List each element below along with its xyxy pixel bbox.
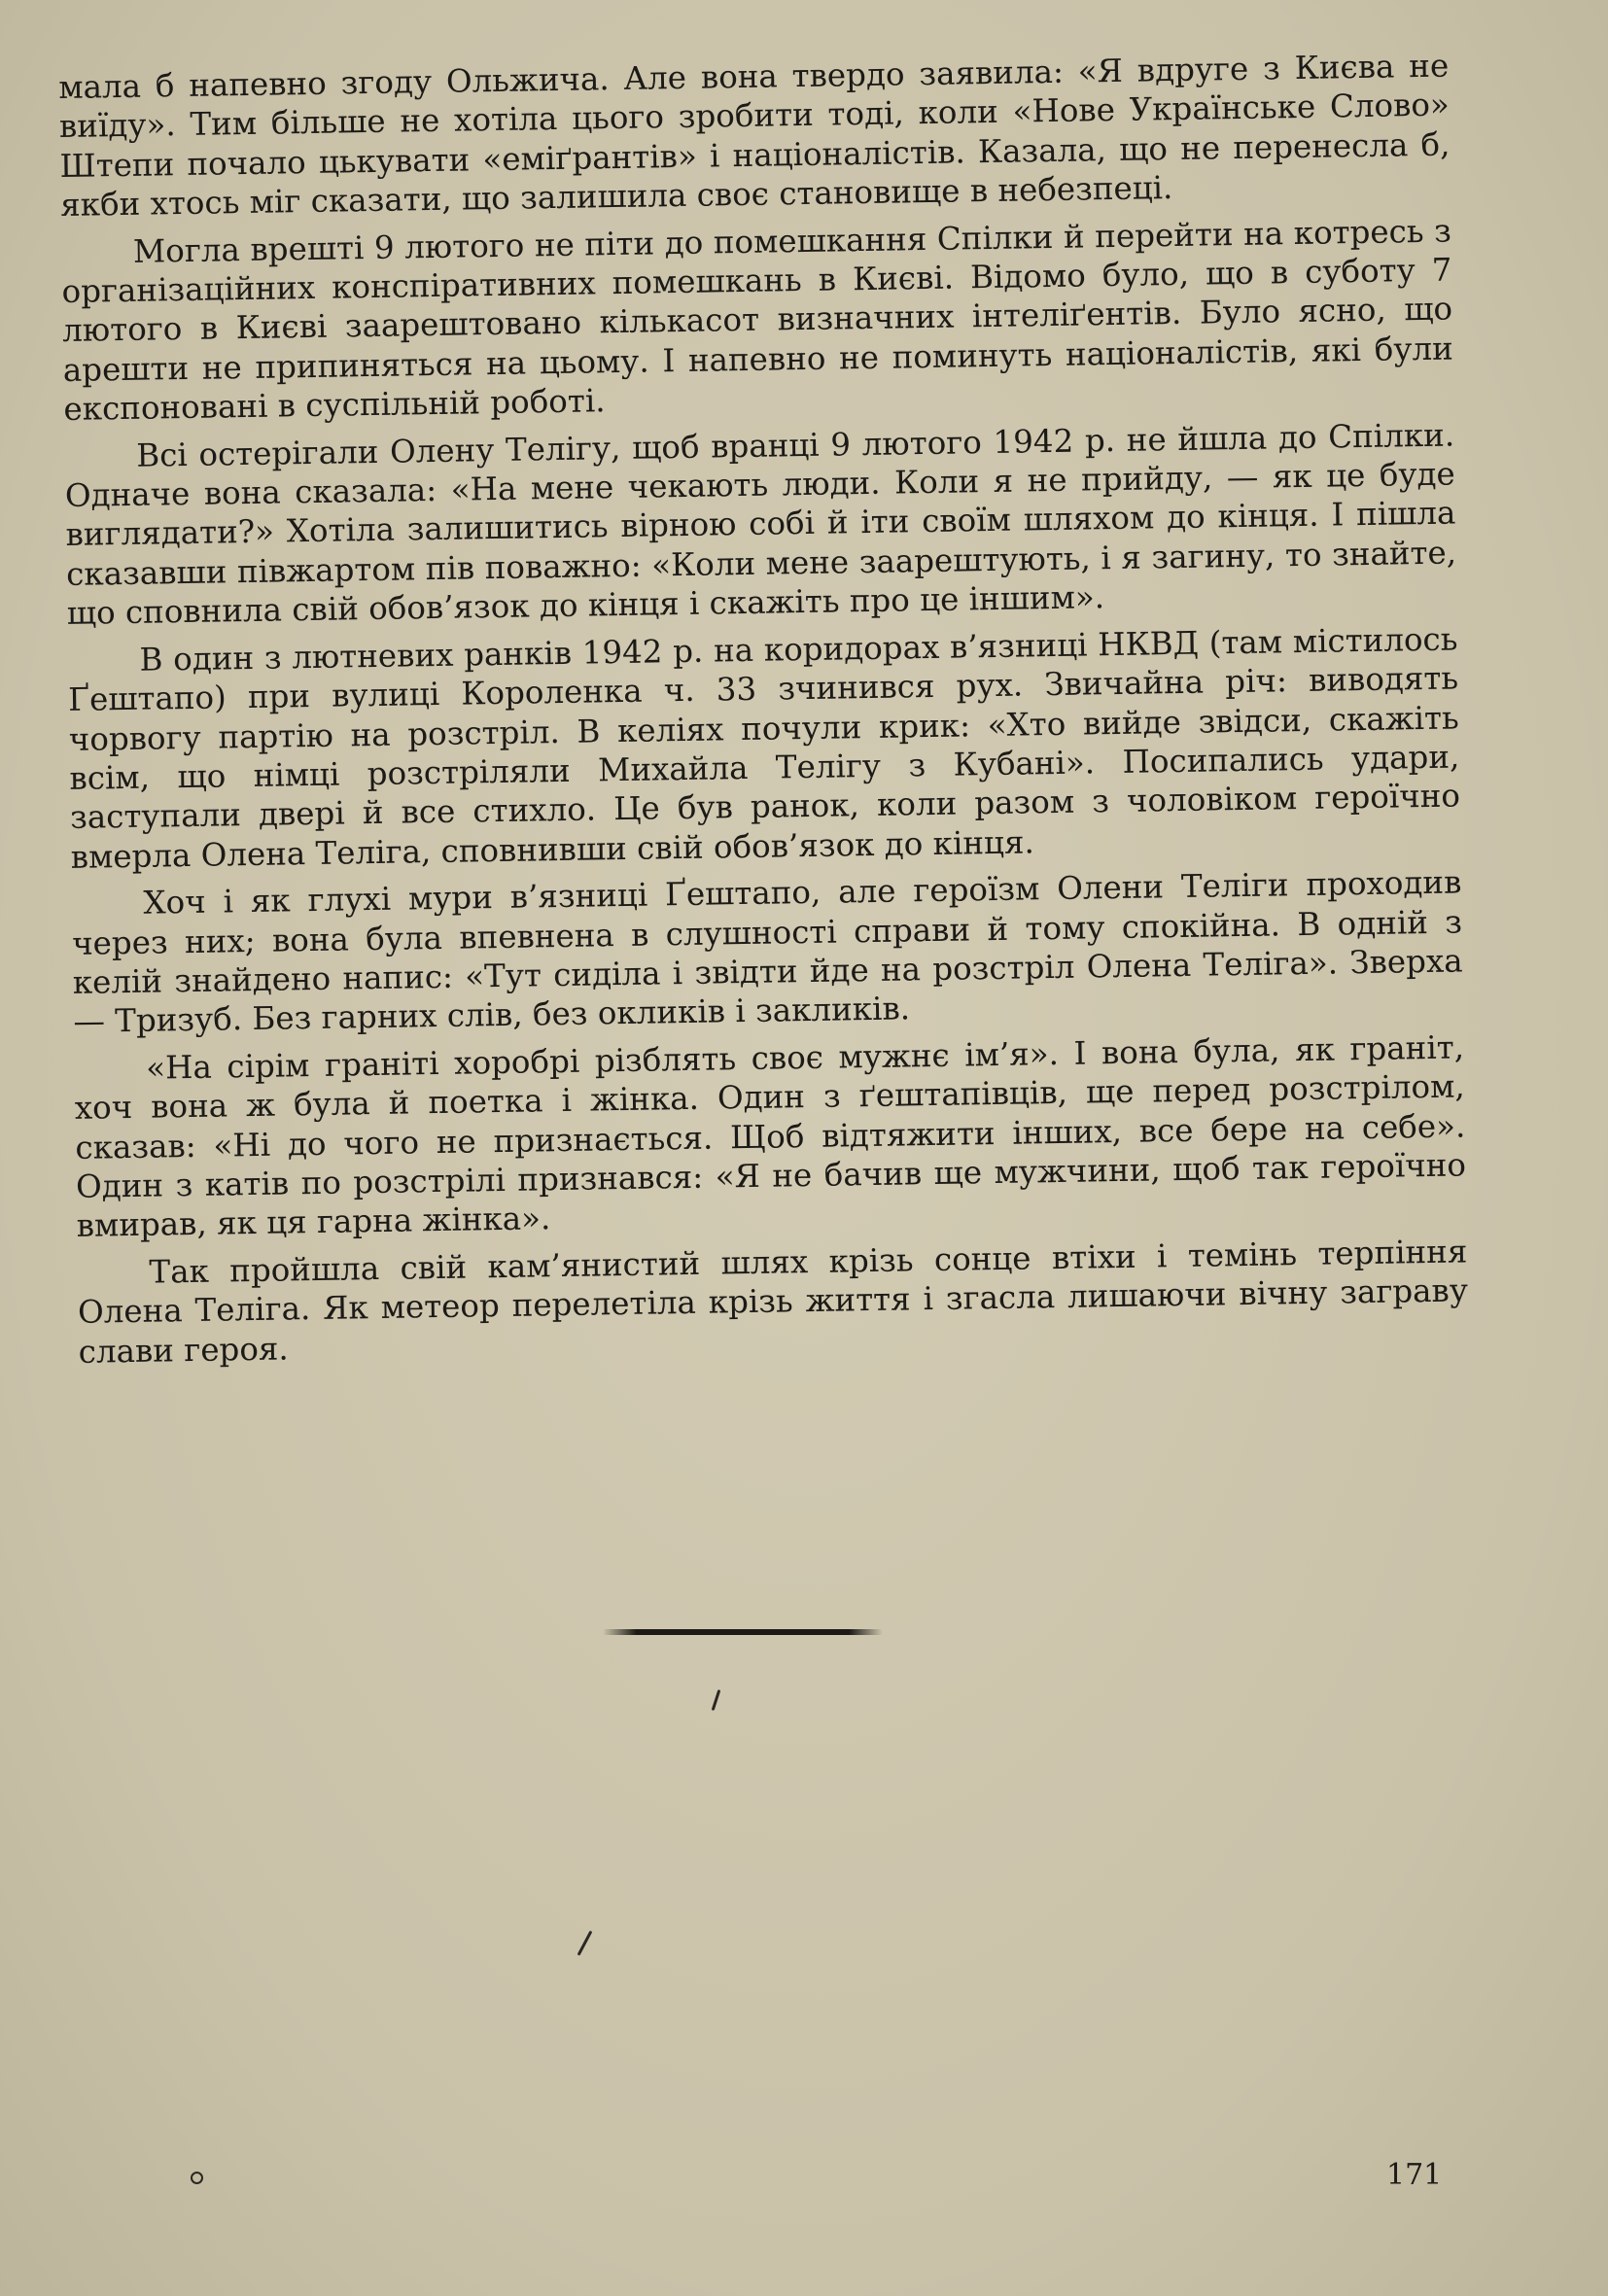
paragraph-2: Могла врешті 9 лютого не піти до помешкання Спілки й перейти на котресь з організаційних конспіративних помешкань в Києві. Відомо було, що в суботу 7 лютого в Києві заарештовано кількасот визначних інтеліґентів. Було ясно, що арешти не припиняться на цьому. І напевно не поминуть націоналістів, які були експоновані в суспільній роботі. xyxy=(61,212,1454,429)
paragraph-6: «На сірім граніті хоробрі різблять своє мужнє ім’я». І вона була, як граніт, хоч вона ж була й поетка і жінка. Один з ґештапівців, ще перед розстрілом, сказав: «Ні до чого не признається. Щоб відтяжити інших, все бере на себе». Один з катів по розстрілі признався: «Я не бачив ще мужчини, щоб так героїчно вмирав, як ця гарна жінка». xyxy=(74,1028,1467,1245)
paper-blemish xyxy=(577,1931,593,1956)
paragraph-7: Так пройшла свій кам’янистий шлях крізь сонце втіхи і темінь терпіння Олена Теліга. Як метеор перелетіла крізь життя і згасла лишаючи вічну заграву слави героя. xyxy=(77,1233,1469,1371)
paper-blemish xyxy=(191,2172,203,2184)
body-text xyxy=(58,47,1469,1372)
paragraph-1: мала б напевно згоду Ольжича. Але вона твердо заявила: «Я вдруге з Києва не виїду». Тим більше не хотіла цього зробити тоді, коли «Нове Українське Слово» Штепи почало цькувати «еміґрантів» і націоналістів. Казала, що не перенесла б, якби хтось міг сказати, що залишила своє становище в небезпеці. xyxy=(58,47,1451,225)
paragraph-3: Всі остерігали Олену Телігу, щоб вранці 9 лютого 1942 р. не йшла до Спілки. Одначе вона сказала: «На мене чекають люди. Коли я не прийду, — як це буде виглядати?» Хотіла залишитись вірною собі й іти своїм шляхом до кінця. І пішла сказавши півжартом пів поважно: «Коли мене заарештують, і я загину, то знайте, що сповнила свій обов’язок до кінця і скажіть про це іншим». xyxy=(64,416,1457,633)
page-number: 171 xyxy=(1386,2158,1443,2192)
paper-blemish xyxy=(712,1689,721,1711)
paragraph-5: Хоч і як глухі мури в’язниці Ґештапо, але героїзм Олени Теліги проходив через них; вона була впевнена в слушності справи й тому спокійна. В одній з келій знайдено напис: «Тут сиділа і звідти йде на розстріл Олена Теліга». Зверха — Тризуб. Без гарних слів, без окликів і закликів. xyxy=(71,863,1463,1041)
section-divider-ornament xyxy=(603,1629,883,1635)
paragraph-4: В один з лютневих ранків 1942 р. на коридорах в’язниці НКВД (там містилось Ґештапо) при вулиці Короленка ч. 33 зчинився рух. Звичайна річ: виводять чорвогу партію на розстріл. В келіях почули крик: «Хто вийде звідси, скажіть всім, що німці розстріляли Михайла Телігу з Кубані». Посипались удари, заступали двері й все стихло. Це був ранок, коли разом з чоловіком героїчно вмерла Олена Теліга, сповнивши свій обов’язок до кінця. xyxy=(67,620,1461,876)
